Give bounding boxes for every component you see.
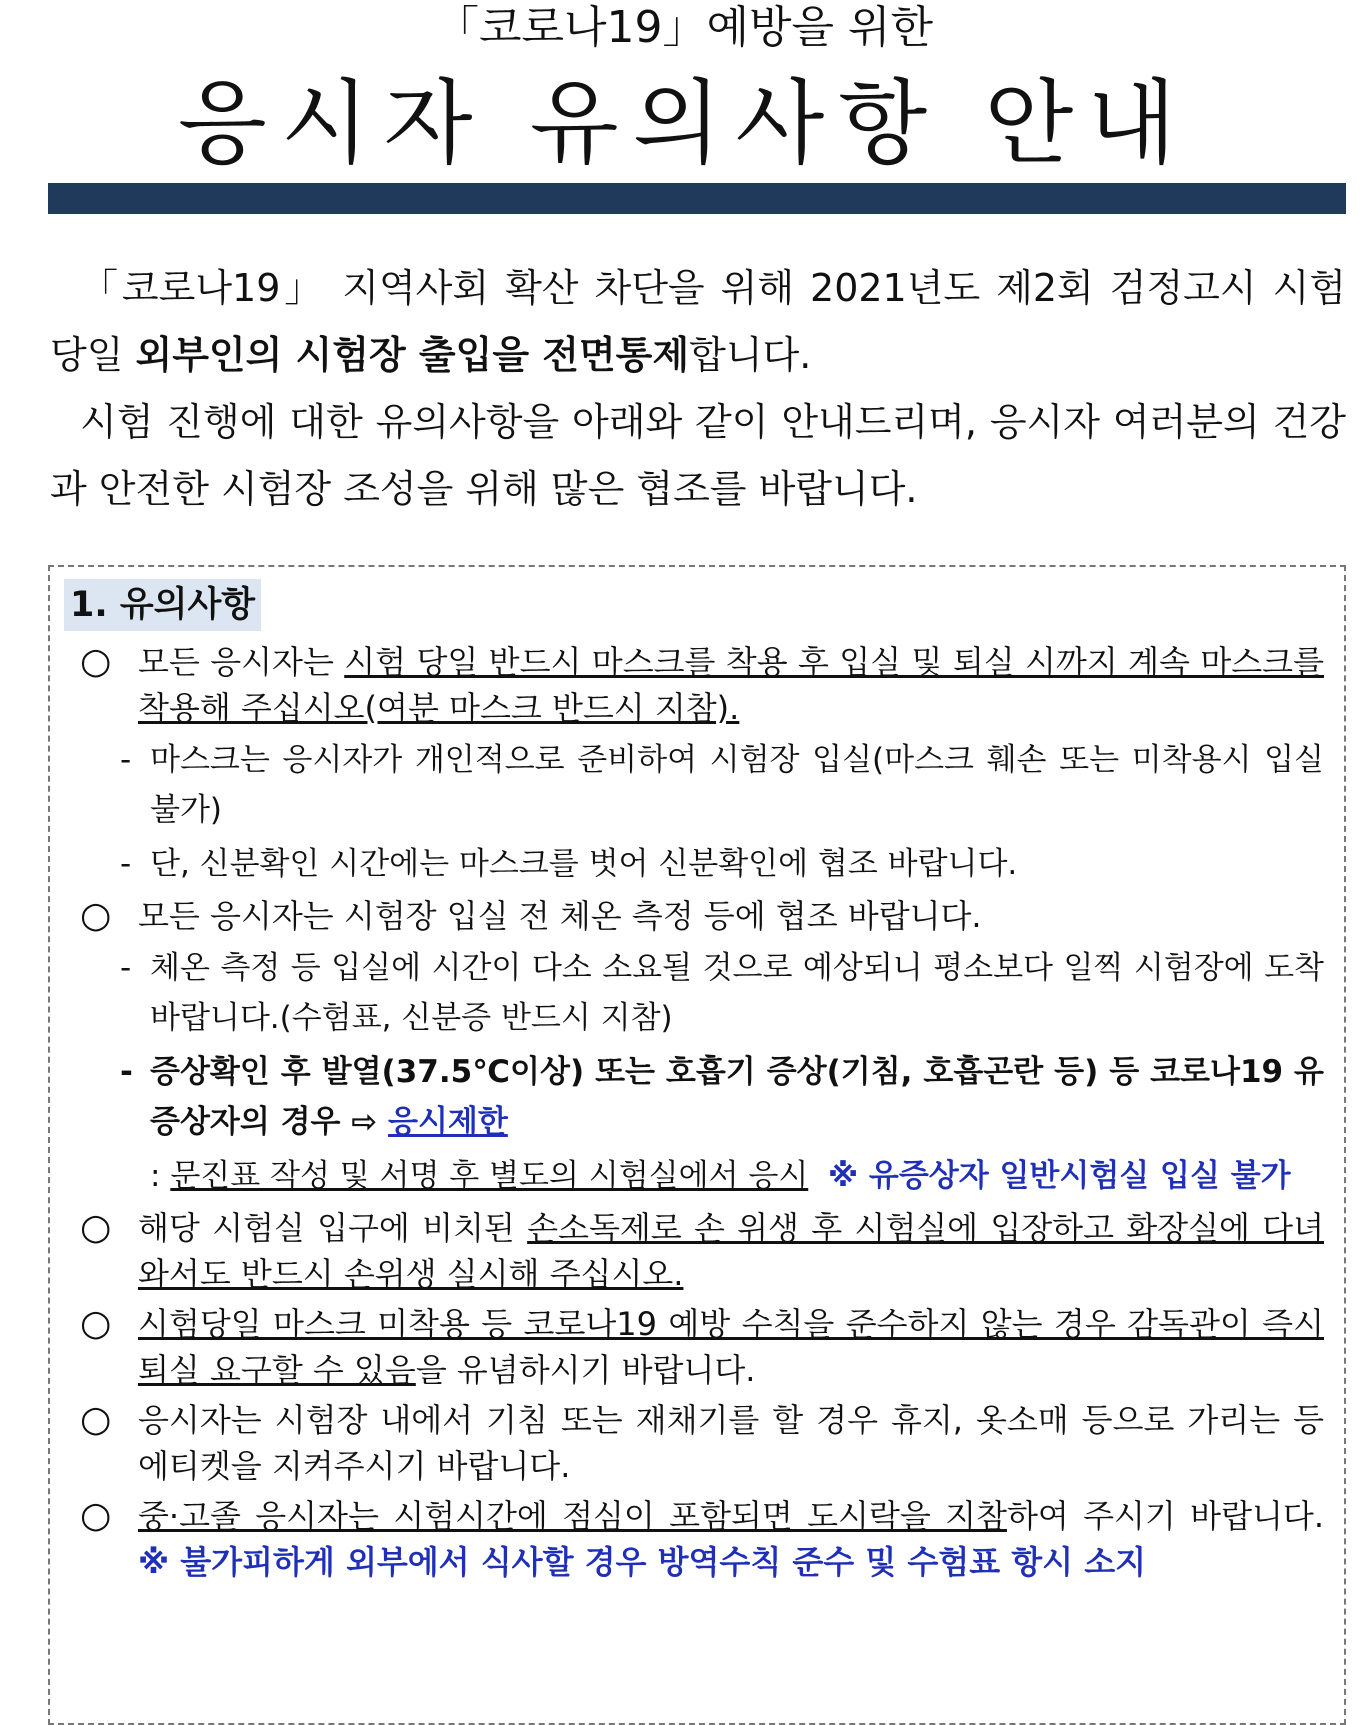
intro-p1-bold: 외부인의 시험장 출입을 전면통제 xyxy=(135,333,690,377)
circle-bullet-icon: ○ xyxy=(80,1303,112,1344)
exam-restriction-label: 응시제한 xyxy=(388,1104,508,1140)
intro-text xyxy=(50,255,1346,523)
sub-item-separate-room xyxy=(80,1151,1324,1201)
notice-list xyxy=(80,639,1324,1589)
sub-item-arrive-early xyxy=(80,943,1324,1043)
intro-p1-end: 합니다. xyxy=(689,333,812,377)
item4-underlined: 시험당일 마스크 미착용 등 코로나19 예방 수칙을 준수하지 않는 경우 감독관이 즉시 퇴실 요구할 수 있음 xyxy=(138,1305,1324,1389)
document-title: 응시자 유의사항 안내 xyxy=(177,70,1191,177)
item1-text: 모든 응시자는 xyxy=(138,643,345,681)
notice-item-temperature xyxy=(80,893,1324,939)
notice-box xyxy=(48,565,1346,1725)
item4-text: 을 유념하시기 바랍니다. xyxy=(415,1351,756,1389)
circle-bullet-icon: ○ xyxy=(80,641,112,682)
dash-bullet: - xyxy=(120,742,132,778)
symptom-note: ※ 유증상자 일반시험실 입실 불가 xyxy=(827,1158,1291,1194)
sub-item-id-check xyxy=(80,839,1324,889)
notice-item-rules xyxy=(80,1301,1324,1393)
circle-bullet-icon: ○ xyxy=(80,1399,112,1440)
item5-text: 응시자는 시험장 내에서 기침 또는 재채기를 할 경우 휴지, 옷소매 등으로 가리는 등 에티켓을 지켜주시기 바랍니다. xyxy=(138,1401,1324,1485)
notice-item-lunch xyxy=(80,1493,1324,1585)
dash-bullet: - xyxy=(120,1054,133,1090)
notice-item-mask xyxy=(80,639,1324,731)
notice-item-etiquette xyxy=(80,1397,1324,1489)
colon-mark: : xyxy=(150,1158,171,1194)
item2-text: 모든 응시자는 시험장 입실 전 체온 측정 등에 협조 바랍니다. xyxy=(138,897,982,935)
intro-paragraph-2: 시험 진행에 대한 유의사항을 아래와 같이 안내드리며, 응시자 여러분의 건강과 안전한 시험장 조성을 위해 많은 협조를 바랍니다. xyxy=(50,400,1346,511)
circle-bullet-icon: ○ xyxy=(80,895,112,936)
intro-p1-text: 「코로나19」 지역사회 확산 차단을 위해 2021년도 제2회 검정고시 시험 당일 xyxy=(50,266,1346,377)
circle-bullet-icon: ○ xyxy=(80,1495,112,1536)
sub-item-symptoms xyxy=(80,1047,1324,1147)
document-subtitle: 「코로나19」예방을 위한 xyxy=(434,2,933,53)
dash-bullet: - xyxy=(120,846,132,882)
item6-underlined: 중·고졸 응시자는 시험시간에 점심이 포함되면 도시락을 지참 xyxy=(138,1497,1007,1535)
title-divider-bar xyxy=(48,183,1346,214)
item2-sub2: 증상확인 후 발열(37.5℃이상) 또는 호흡기 증상(기침, 호흡곤란 등) 등 코로나19 유증상자의 경우 ⇨ xyxy=(150,1054,1324,1140)
section-title: 1. 유의사항 xyxy=(64,579,261,631)
item3-underlined: 손소독제로 손 위생 후 시험실에 입장하고 화장실에 다녀와서도 반드시 손위생 실시해 주십시오. xyxy=(138,1209,1324,1293)
item3-text: 해당 시험실 입구에 비치된 xyxy=(138,1209,528,1247)
sub-item-mask-prepare xyxy=(80,735,1324,835)
lunch-note: ※ 불가피하게 외부에서 식사할 경우 방역수칙 준수 및 수험표 항시 소지 xyxy=(138,1543,1147,1581)
item1-sub2: 단, 신분확인 시간에는 마스크를 벗어 신분확인에 협조 바랍니다. xyxy=(150,846,1018,882)
item2-sub1: 체온 측정 등 입실에 시간이 다소 소요될 것으로 예상되니 평소보다 일찍 시험장에 도착 바랍니다.(수험표, 신분증 반드시 지참) xyxy=(150,950,1324,1036)
circle-bullet-icon: ○ xyxy=(80,1207,112,1248)
intro-paragraph-1 xyxy=(50,255,1346,389)
notice-item-hand-hygiene xyxy=(80,1205,1324,1297)
item2-sub3-underlined: 문진표 작성 및 서명 후 별도의 시험실에서 응시 xyxy=(170,1158,809,1194)
item1-underlined: 시험 당일 반드시 마스크를 착용 후 입실 및 퇴실 시까지 계속 마스크를 착용해 주십시오(여분 마스크 반드시 지참). xyxy=(138,643,1324,727)
item1-sub1: 마스크는 응시자가 개인적으로 준비하여 시험장 입실(마스크 훼손 또는 미착용시 입실 불가) xyxy=(150,742,1324,828)
item6-text: 하여 주시기 바랍니다. xyxy=(1006,1497,1324,1535)
dash-bullet: - xyxy=(120,950,132,986)
